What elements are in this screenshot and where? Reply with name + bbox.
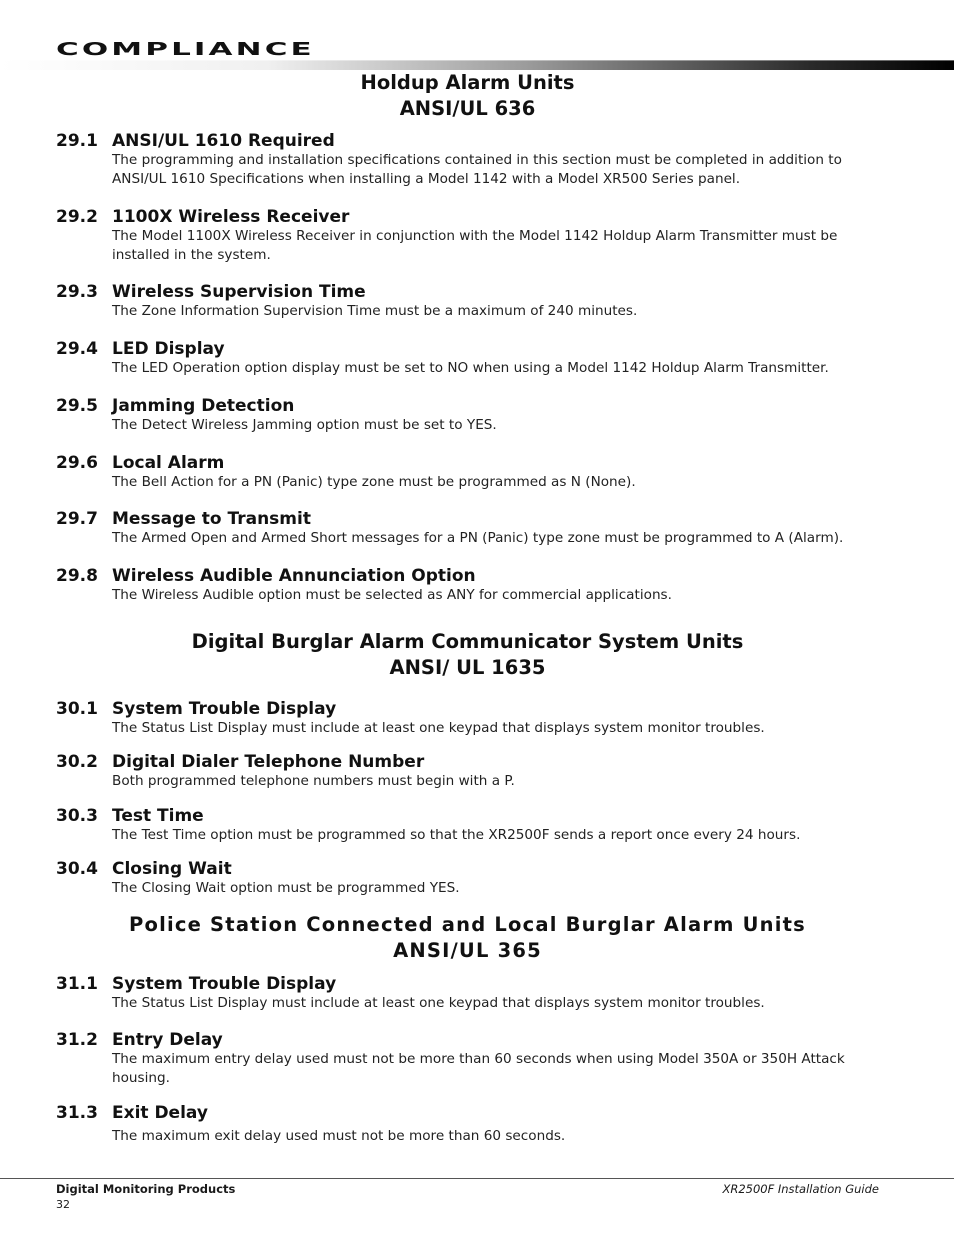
section-title: Exit Delay bbox=[112, 1103, 208, 1123]
section-body: The Detect Wireless Jamming option must be set to YES. bbox=[112, 417, 497, 433]
section-29-4 bbox=[56, 339, 886, 378]
section-number: 29.6 bbox=[56, 453, 98, 473]
section-body: The Zone Information Supervision Time must be a maximum of 240 minutes. bbox=[112, 303, 638, 319]
section-number: 29.5 bbox=[56, 396, 98, 416]
section-heading-digital-burglar bbox=[0, 629, 935, 681]
section-title: Wireless Audible Annunciation Option bbox=[112, 566, 476, 586]
section-title: System Trouble Display bbox=[112, 974, 337, 994]
section-body: The Model 1100X Wireless Receiver in conjunction with the Model 1142 Holdup Alarm Transmitter must be installed in the system. bbox=[112, 228, 838, 263]
section-number: 29.3 bbox=[56, 282, 98, 302]
section-title: Digital Dialer Telephone Number bbox=[112, 752, 425, 772]
section-body: The Test Time option must be programmed so that the XR2500F sends a report once every 24 hours. bbox=[112, 827, 801, 843]
section-29-3 bbox=[56, 282, 886, 321]
section-title: System Trouble Display bbox=[112, 699, 337, 719]
section-body: The programming and installation specifications contained in this section must be completed in addition to ANSI/UL 1610 Specifications when installing a Model 1142 with a Model XR500 Series panel. bbox=[112, 152, 842, 187]
section-title: Local Alarm bbox=[112, 453, 225, 473]
section-body: The Armed Open and Armed Short messages for a PN (Panic) type zone must be programmed to A (Alarm). bbox=[112, 530, 844, 546]
heading-line-1: Police Station Connected and Local Burglar Alarm Units bbox=[129, 913, 806, 936]
section-number: 31.3 bbox=[56, 1103, 98, 1123]
footer-company: Digital Monitoring Products bbox=[56, 1182, 236, 1196]
section-number: 31.1 bbox=[56, 974, 98, 994]
section-number: 29.1 bbox=[56, 131, 98, 151]
page-number: 32 bbox=[56, 1198, 70, 1211]
heading-line-2: ANSI/UL 365 bbox=[393, 939, 542, 962]
section-body: The LED Operation option display must be set to NO when using a Model 1142 Holdup Alarm Transmitter. bbox=[112, 360, 829, 376]
section-number: 29.8 bbox=[56, 566, 98, 586]
section-30-1 bbox=[56, 699, 886, 738]
section-30-3 bbox=[56, 806, 886, 845]
section-31-3 bbox=[56, 1103, 886, 1146]
section-number: 30.4 bbox=[56, 859, 98, 879]
section-body: Both programmed telephone numbers must begin with a P. bbox=[112, 773, 515, 789]
section-31-1 bbox=[56, 974, 886, 1013]
section-number: 30.3 bbox=[56, 806, 98, 826]
section-title: Jamming Detection bbox=[112, 396, 295, 416]
section-title: LED Display bbox=[112, 339, 225, 359]
section-title: Entry Delay bbox=[112, 1030, 223, 1050]
section-29-8 bbox=[56, 566, 886, 605]
section-29-1 bbox=[56, 131, 886, 189]
section-29-5 bbox=[56, 396, 886, 435]
section-body: The maximum entry delay used must not be more than 60 seconds when using Model 350A or 350H Attack housing. bbox=[112, 1051, 845, 1086]
heading-line-2: ANSI/UL 636 bbox=[399, 97, 536, 120]
section-title: Message to Transmit bbox=[112, 509, 311, 529]
section-30-2 bbox=[56, 752, 886, 791]
section-number: 30.1 bbox=[56, 699, 98, 719]
section-title: 1100X Wireless Receiver bbox=[112, 207, 350, 227]
section-29-7 bbox=[56, 509, 886, 548]
section-30-4 bbox=[56, 859, 886, 898]
section-29-6 bbox=[56, 453, 886, 492]
section-body: The Wireless Audible option must be selected as ANY for commercial applications. bbox=[112, 587, 672, 603]
section-body: The Bell Action for a PN (Panic) type zone must be programmed as N (None). bbox=[112, 474, 636, 490]
section-number: 29.7 bbox=[56, 509, 98, 529]
section-number: 31.2 bbox=[56, 1030, 98, 1050]
section-body: The Closing Wait option must be programmed YES. bbox=[112, 880, 460, 896]
section-body: The maximum exit delay used must not be more than 60 seconds. bbox=[112, 1128, 566, 1144]
footer-rule bbox=[0, 1178, 954, 1179]
section-heading-holdup bbox=[0, 70, 935, 122]
section-heading-police-station bbox=[0, 912, 935, 964]
section-body: The Status List Display must include at least one keypad that displays system monitor troubles. bbox=[112, 720, 765, 736]
section-number: 29.4 bbox=[56, 339, 98, 359]
heading-line-2: ANSI/ UL 1635 bbox=[389, 656, 546, 679]
footer-guide-title: XR2500F Installation Guide bbox=[722, 1182, 879, 1196]
section-31-2 bbox=[56, 1030, 886, 1088]
heading-line-1: Digital Burglar Alarm Communicator System Units bbox=[191, 630, 744, 653]
section-29-2 bbox=[56, 207, 886, 265]
section-number: 30.2 bbox=[56, 752, 98, 772]
section-title: Wireless Supervision Time bbox=[112, 282, 366, 302]
section-number: 29.2 bbox=[56, 207, 98, 227]
section-body: The Status List Display must include at least one keypad that displays system monitor troubles. bbox=[112, 995, 765, 1011]
section-title: Closing Wait bbox=[112, 859, 232, 879]
section-title: ANSI/UL 1610 Required bbox=[112, 131, 335, 151]
section-title: Test Time bbox=[112, 806, 204, 826]
heading-line-1: Holdup Alarm Units bbox=[360, 71, 575, 94]
chapter-title: COMPLIANCE bbox=[56, 38, 315, 60]
